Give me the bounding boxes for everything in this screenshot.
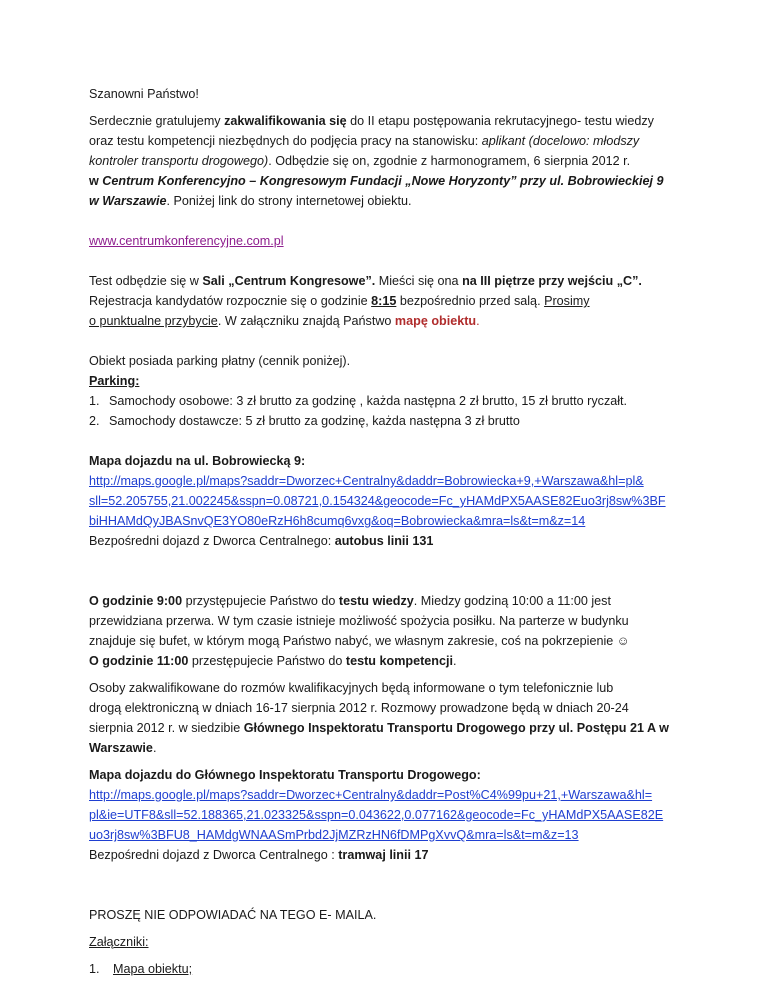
floor-info: na III piętrze przy wejściu „C”.: [462, 274, 642, 288]
attachments-section: [89, 932, 689, 979]
parking-list: [89, 391, 689, 431]
position-name-cont: kontroler transportu drogowego): [89, 154, 269, 168]
competency-test: testu kompetencji: [345, 654, 453, 668]
map2-link[interactable]: uo3rj8sw%3BFU8_HAMdgWNAASmPrbd2JjMZRzHN6fDMPgXvvQ&mra=ls&t=m&z=13: [89, 828, 579, 842]
map2-link[interactable]: pl&ie=UTF8&sll=52.188365,21.023325&sspn=0.043622,0.077162&geocode=Fc_yHAMdPX5AASE82E: [89, 808, 664, 822]
parking-intro: Obiekt posiada parking płatny (cennik poniżej).: [89, 354, 351, 368]
room-name: Sali „Centrum Kongresowe”.: [202, 274, 376, 288]
website-link[interactable]: www.centrumkonferencyjne.com.pl: [89, 234, 284, 248]
map-attachment-ref: mapę obiektu: [394, 314, 477, 328]
start-time: O godzinie 9:00: [89, 594, 183, 608]
test-info-paragraph: Test odbędzie się w Sali „Centrum Kongresowe”. Mieści się ona na III piętrze przy wejściu „C”. Rejestracja kandydatów rozpocznie się o godzinie 8:15 bezpośrednio przed salą. Prosimy o punktualne przybycie. W załączniku znajdą Państwo mapę obiektu.: [89, 274, 642, 328]
bus-line: autobus linii 131: [334, 534, 434, 548]
venue-city: w Warszawie: [89, 194, 167, 208]
map2-link-block: [89, 785, 689, 845]
knowledge-test: testu wiedzy: [338, 594, 414, 608]
map1-title: Mapa dojazdu na ul. Bobrowiecką 9:: [89, 454, 306, 468]
venue-name: Centrum Konferencyjno – Kongresowym Fundacji „Nowe Horyzonty” przy ul. Bobrowieckiej 9: [102, 174, 664, 188]
second-time: O godzinie 11:00: [89, 654, 189, 668]
interviews-paragraph: Osoby zakwalifikowane do rozmów kwalifikacyjnych będą informowane o tym telefonicznie lub drogą elektroniczną w dniach 16-17 sierpnia 2012 r. Rozmowy prowadzone będą w dniach 20-24 sierpnia 2012 r. w siedzibie Głównego Inspektoratu Transportu Drogowego przy ul. Postępu 21 A w Warszawie.: [89, 681, 669, 755]
inspectorate-address: Głównego Inspektoratu Transportu Drogowego przy ul. Postępu 21 A w: [243, 721, 669, 735]
map2-section: [89, 765, 689, 865]
attachment-map-link[interactable]: Mapa obiektu;: [113, 962, 193, 976]
position-name: aplikant (docelowo: młodszy: [481, 134, 640, 148]
list-item: 1. Samochody osobowe: 3 zł brutto za godzinę , każda następna 2 zł brutto, 15 zł brutto ryczałt.: [89, 394, 628, 408]
attachments-list: [89, 959, 689, 979]
greeting: Szanowni Państwo!: [89, 87, 199, 101]
attachments-title: Załączniki:: [89, 935, 149, 949]
map1-section: [89, 451, 689, 551]
tram-line: tramwaj linii 17: [338, 848, 429, 862]
map2-direct: Bezpośredni dojazd z Dworca Centralnego : tramwaj linii 17: [89, 848, 429, 862]
no-reply-notice: PROSZĘ NIE ODPOWIADAĆ NA TEGO E- MAILA.: [89, 908, 377, 922]
map1-link-block: [89, 471, 689, 531]
map1-link[interactable]: http://maps.google.pl/maps?saddr=Dworzec+Centralny&daddr=Bobrowiecka+9,+Warszawa&hl=pl&: [89, 474, 644, 488]
map2-title: Mapa dojazdu do Głównego Inspektoratu Transportu Drogowego:: [89, 768, 481, 782]
map1-link[interactable]: sll=52.205755,21.002245&sspn=0.08721,0.154324&geocode=Fc_yHAMdPX5AASE82Euo3rj8sw%3BF: [89, 494, 666, 508]
registration-time: 8:15: [371, 294, 397, 308]
parking-section: [89, 351, 689, 431]
map1-direct: Bezpośredni dojazd z Dworca Centralnego: autobus linii 131: [89, 534, 434, 548]
map1-link[interactable]: biHHAMdQyJBASnvQE3YO80eRzH6h8cumq6vxg&oq=Bobrowiecka&mra=ls&t=m&z=14: [89, 514, 586, 528]
qualification-emphasis: zakwalifikowania się: [224, 114, 347, 128]
map2-link[interactable]: http://maps.google.pl/maps?saddr=Dworzec+Centralny&daddr=Post%C4%99pu+21,+Warszawa&hl=: [89, 788, 653, 802]
parking-title: Parking:: [89, 374, 140, 388]
email-body: [89, 84, 689, 979]
list-item[interactable]: 1. Mapa obiektu;: [89, 962, 193, 976]
website-paragraph: [89, 231, 689, 251]
list-item: 2. Samochody dostawcze: 5 zł brutto za godzinę, każda następna 3 zł brutto: [89, 414, 520, 428]
punctuality-note: o punktualne przybycie: [89, 314, 218, 328]
intro-paragraph: Serdecznie gratulujemy zakwalifikowania się do II etapu postępowania rekrutacyjnego- testu wiedzy oraz testu kompetencji niezbędnych do podjęcia pracy na stanowisku: aplikant (docelowo: młodszy kontroler transportu drogowego). Odbędzie się on, zgodnie z harmonogramem, 6 sierpnia 2012 r. w Centrum Konferencyjno – Kongresowym Fundacji „Nowe Horyzonty” przy ul. Bobrowieckiej 9 w Warszawie. Poniżej link do strony internetowej obiektu.: [89, 114, 664, 208]
schedule-paragraph: O godzinie 9:00 przystępujecie Państwo do testu wiedzy. Miedzy godziną 10:00 a 11:00 jest przewidziana przerwa. W tym czasie istnieje możliwość spożycia posiłku. Na parterze w budynku znajduje się bufet, w którym mogą Państwo nabyć, we własnym zakresie, coś na pokrzepienie ☺ O godzinie 11:00 przestępujecie Państwo do testu kompetencji.: [89, 594, 630, 668]
